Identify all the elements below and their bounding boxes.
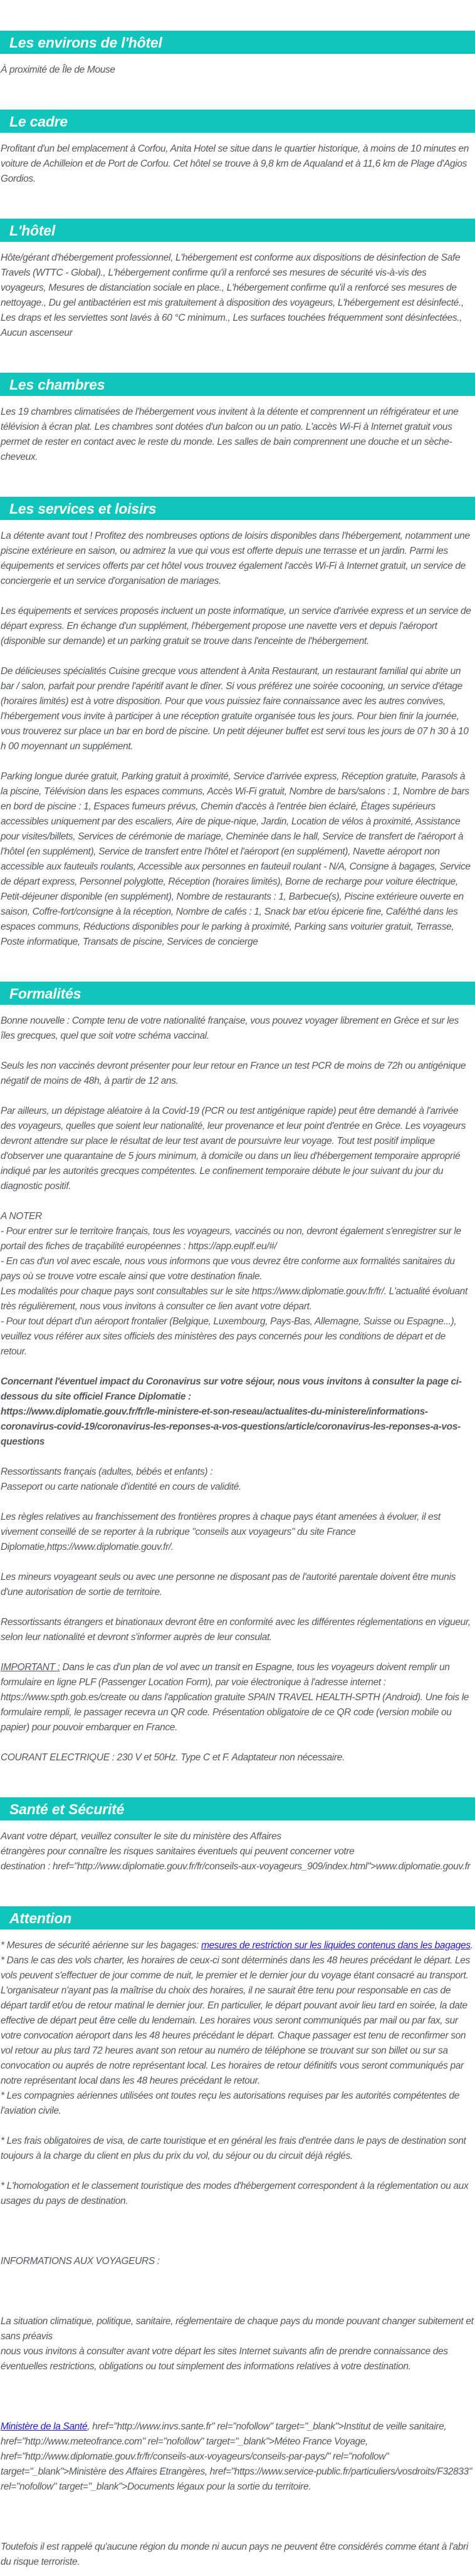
section-title: L'hôtel [9,222,56,239]
informations-voyageurs-titre: INFORMATIONS AUX VOYAGEURS : [1,2256,160,2267]
section-header-services [0,497,475,520]
ressortissants-titre: Ressortissants français (adultes, bébés et enfants) : [1,1467,213,1477]
cadre-text: Profitant d'un bel emplacement à Corfou, Anita Hotel se situe dans le quartier historique, à moins de 10 minutes en voiture de Achilleion et de Port de Corfou. Cet hôtel se trouve à 9,8 km de Aqualand et à 11,6 km de Plage d'Agios Gordios. [1,143,469,184]
attention-bagages-ligne [1,1938,474,1953]
liquides-bagages-link[interactable]: mesures de restriction sur les liquides contenus dans les bagages [201,1940,471,1951]
a-noter-ligne-frontalier: - Pour tout départ d'un aéroport frontalier (Belgique, Luxembourg, Pays-Bas, Allemagne, Suisse ou Espagne...), veuillez vous référer aux sites officiels des ministères des pays concernés pour les conditions de départ et de retour. [1,1316,457,1357]
formalites-mineurs: Les mineurs voyageant seuls ou avec une personne ne disposant pas de l'autorité parentale doivent être munis d'une autorisation de sortie de territoire. [1,1572,456,1597]
sante-texte [1,1829,474,1874]
section-attention [0,1906,475,2570]
section-header-cadre [0,110,475,133]
section-title: Les chambres [9,376,105,393]
section-header-formalites [0,982,475,1005]
section-header-attention [0,1906,475,1929]
a-noter-ligne-modalites: Les modalités pour chaque pays sont consultables sur le site https://www.diplomatie.gouv.fr/fr/. L'actualité évoluant très régulièrement, nous vous invitons à consulter ce lien avant votre départ. [1,1286,467,1312]
attention-homologation: * L'homologation et le classement touristique des modes d'hébergement correspondent à la réglementation ou aux usages du pays de destination. [1,2181,469,2206]
section-services [0,497,475,950]
section-title: Formalités [9,985,81,1002]
covid-intro: Concernant l'éventuel impact du Coronavirus sur votre séjour, nous vous invitons à consulter la page ci-dessous du site officiel France Diplomatie : [1,1376,462,1402]
formalites-test-pcr: Seuls les non vaccinés devront présenter pour leur retour en France un test PCR de moins de 72h ou antigénique négatif de moins de 48h, à partir de 12 ans. [1,1061,466,1086]
attention-liens-utiles [1,2419,474,2495]
section-formalites [0,982,475,1765]
situation-ligne-2: nous vous invitons à consulter avant votre départ les sites Internet suivants afin de prendre connaissance des éventuelles restrictions, obligations ou tout simplement des informations relatives à votre destination. [1,2346,448,2372]
covid-url: https://www.diplomatie.gouv.fr/fr/le-ministere-et-son-reseau/actualites-du-ministere/informations-coronavirus-covid-19/coronavirus-les-reponses-a-vos-questions/article/coronavirus-les-reponses-a-vos-questions [1,1406,461,1447]
section-environs [0,31,475,78]
chambres-text: Les 19 chambres climatisées de l'hébergement vous invitent à la détente et comprennent un réfrigérateur et une télévision à écran plat. Les chambres sont dotées d'un balcon ou un patio. L'accès Wi-Fi à Internet gratuit vous permet de rester en contact avec le reste du monde. Les salles de bain comprennent une douche et un sèche-cheveux. [1,407,459,462]
sante-ligne-destination: destination : href="http://www.diplomatie.gouv.fr/fr/conseils-aux-voyageurs_909/index.html">www.diplomatie.gouv.fr [1,1861,471,1872]
section-title: Attention [9,1909,72,1926]
section-cadre [0,110,475,187]
bagages-prefixe: * Mesures de sécurité aérienne sur les bagages: [1,1940,202,1951]
formalites-regles-frontieres: Les règles relatives au franchissement des frontières propres à chaque pays étant amenées à évoluer, il est vivement conseillé de se reporter à la rubrique "conseils aux voyageurs" du site France Diplomatie,https://www.diplomatie.gouv.fr/. [1,1512,441,1552]
services-paragraph-loisirs: La détente avant tout ! Profitez des nombreuses options de loisirs disponibles dans l'hébergement, notamment une piscine extérieure en saison, ou admirez la vue qui vous est offerte depuis une terrasse et un jardin. Parmi les équipements et services offerts par cet hôtel vous trouvez également l'accès Wi-Fi à Internet gratuit, un service de conciergerie et un service d'organisation de mariages. [1,531,470,586]
services-paragraph-restaurant: De délicieuses spécialités Cuisine grecque vous attendent à Anita Restaurant, un restaurant familial qui abrite un bar / salon, parfait pour prendre l'apéritif avant le dîner. Si vous préférez une soirée cocooning, un service d'étage (horaires limités) est à votre disposition. Pour que vous puissiez faire connaissance avec les autres convives, l'hébergement vous invite à participer à une réception gratuite organisée tous les jours. Pour bien finir la journée, vous trouverez sur place un bar en bord de piscine. Un petit déjeuner buffet est servi tous les jours de 07 h 30 à 10 h 00 moyennant un supplément. [1,666,469,752]
hotel-text: Hôte/gérant d'hébergement professionnel, L'hébergement est conforme aux dispositions de désinfection de Safe Travels (WTTC - Global)., L'hébergement confirme qu'il a renforcé ses mesures de sécurité vis-à-vis des voyageurs, Mesures de distanciation sociale en place., L'hébergement confirme qu'il a renforcé ses mesures de nettoyage., Du gel antibactérien est mis gratuitement à disposition des voyageurs, L'hébergement est désinfecté., Les draps et les serviettes sont lavés à 60 °C minimum., Les surfaces touchées fréquemment sont désinfectées., Aucun ascenseur [1,252,464,338]
formalites-important [1,1660,474,1735]
formalites-ressortissants-fr [1,1465,474,1495]
section-title: Santé et Sécurité [9,1800,125,1817]
section-hotel [0,219,475,341]
important-label: IMPORTANT : [1,1662,60,1673]
liens-reste: , href="http://www.invs.sante.fr" rel="nofollow" target="_blank">Institut de veille sanitaire, href="http://www.meteofrance.com" rel="nofollow" target="_blank">Méteo France Voyage, href="http://www.diplomatie.gouv.fr/fr/conseils-aux-voyageurs/conseils-par-pays/" rel="nofollow" target="_blank">Ministère des Affaires Etrangères, href="https://www.service-public.fr/particuliers/vosdroits/F32833" rel="nofollow" target="_blank">Documents légaux pour la sortie du territoire. [1,2421,472,2492]
formalites-depistage: Par ailleurs, un dépistage aléatoire à la Covid-19 (PCR ou test antigénique rapide) peut être demandé à l'arrivée des voyageurs, quelles que soient leur nationalité, leur provenance et leur point d'entrée en Grèce. Les voyageurs devront attendre sur place le résultat de leur test avant de poursuivre leur voyage. Tout test positif implique d'observer une quarantaine de 5 jours minimum, à domicile ou dans un lieu d'hébergement temporaire approprié indiqué par les autorités grecques compétentes. Le confinement temporaire débute le jour suivant du jour du diagnostic positif. [1,1106,466,1192]
a-noter-ligne-portail: - Pour entrer sur le territoire français, tous les voyageurs, vaccinés ou non, devront également s'enregistrer sur le portail des fiches de traçabilité européennes : https://app.euplf.eu/#/ [1,1226,461,1252]
ressortissants-passeport: Passeport ou carte nationale d'identité en cours de validité. [1,1482,242,1492]
attention-compagnies: * Les compagnies aériennes utilisées ont toutes reçu les autorisations requises par les autorités compétentes de l'aviation civile. [1,2090,459,2116]
section-header-chambres [0,373,475,396]
section-title: Les services et loisirs [9,500,157,517]
attention-bloc-vols [1,1938,474,2119]
section-title: Les environs de l'hôtel [9,34,162,51]
formalites-a-noter [1,1209,474,1359]
section-sante-securite [0,1797,475,1874]
attention-situation [1,2314,474,2374]
attention-risque-terroriste: Toutefois il est rappelé qu'aucune région du monde ni aucun pays ne peuvent être considérés comme étant à l'abri du risque terroriste. [1,2542,468,2567]
sante-ligne-2: étrangères pour connaître les risques sanitaires éventuels qui peuvent concerner votre [1,1846,355,1857]
services-paragraph-liste: Parking longue durée gratuit, Parking gratuit à proximité, Service d'arrivée express, Réception gratuite, Parasols à la piscine, Télévision dans les espaces communs, Accès Wi-Fi gratuit, Nombre de bars/salons : 1, Nombre de bars en bord de piscine : 1, Espaces fumeurs prévus, Chemin d'accès à l'entrée bien éclairé, Étages supérieurs accessibles uniquement par des escaliers, Aire de pique-nique, Jardin, Location de vélos à proximité, Assistance pour visites/billets, Services de cérémonie de mariage, Cheminée dans le hall, Service de transfert de l'aéroport à l'hôtel (en supplément), Service de transfert entre l'hôtel et l'aéroport (en supplément), Navette aéroport non accessible aux fauteuils roulants, Accessible aux personnes en fauteuil roulant - N/A, Consigne à bagages, Service de départ express, Personnel polyglotte, Réception (horaires limités), Borne de recharge pour voiture électrique, Petit-déjeuner disponible (en supplément), Nombre de restaurants : 1, Barbecue(s), Piscine extérieure ouverte en saison, Coffre-fort/consigne à la réception, Nombre de cafés : 1, Snack bar et/ou épicerie fine, Café/thé dans les espaces communs, Réductions disponibles pour le parking à proximité, Parking sans voiturier gratuit, Terrasse, Poste informatique, Transats de piscine, Services de concierge [1,771,471,947]
section-chambres [0,373,475,465]
sante-ligne-1: Avant votre départ, veuillez consulter le site du ministère des Affaires [1,1831,281,1842]
environs-text: À proximité de Île de Mouse [1,65,115,75]
section-title: Le cadre [9,113,68,130]
attention-vols-charter: * Dans le cas des vols charter, les horaires de ceux-ci sont déterminés dans les 48 heures précédant le départ. Les vols peuvent s'effectuer de jour comme de nuit, le premier et le dernier jour du voyage étant consacré au transport. L'organisateur n'ayant pas la maîtrise du choix des horaires, il ne saurait être tenu pour responsable en cas de départ tardif et/ou de retour matinal le dernier jour. En particulier, le départ pouvant avoir lieu tard en soirée, la date effective de départ peut être celle du lendemain. Les horaires vous seront communiqués par mail ou par fax, sur votre convocation aéroport dans les 48 heures précédant le départ. Chaque passager est tenu de reconfirmer son vol retour au plus tard 72 heures avant son retour au numéro de téléphone se trouvant sur son billet ou sur sa convocation ou auprés de notre représentant local. Les horaires de retour définitifs vous seront communiqués par notre représentant local dans les 48 heures précédant le retour. [1,1955,470,2086]
ministere-sante-link[interactable]: Ministère de la Santé [1,2421,88,2432]
situation-ligne-1: La situation climatique, politique, sanitaire, réglementaire de chaque pays du monde pouvant changer subitement et sans préavis [1,2316,474,2342]
formalites-etrangers: Ressortissants étrangers et binationaux devront être en conformité avec les différentes réglementations en vigueur, selon leur nationalité et devront s'informer auprès de leur consulat. [1,1617,471,1643]
a-noter-ligne-escale: - En cas d'un vol avec escale, nous vous informons que vous devrez être conforme aux formalités sanitaires du pays où se trouve votre escale ainsi que votre destination finale. [1,1256,455,1282]
formalites-covid-bloc [1,1374,474,1450]
section-header-hotel [0,219,475,242]
a-noter-titre: A NOTER [1,1211,42,1222]
important-texte: Dans le cas d'un plan de vol avec un transit en Espagne, tous les voyageurs doivent remplir un formulaire en ligne PLF (Passenger Location Form), par voie électronique à l'adresse internet : https://www.spth.gob.es/create ou dans l'application gratuite SPAIN TRAVEL HEALTH-SPTH (Android). Une fois le formulaire rempli, le passager recevra un QR code. Présentation obligatoire de ce QR code (version mobile ou papier) pour pouvoir embarquer en France. [1,1662,469,1733]
section-header-sante-securite [0,1797,475,1820]
formalites-bonne-nouvelle: Bonne nouvelle : Compte tenu de votre nationalité française, vous pouvez voyager librement en Grèce et sur les îles grecques, quel que soit votre schéma vaccinal. [1,1015,459,1041]
bagages-suffixe: . [470,1940,473,1951]
services-paragraph-equipements: Les équipements et services proposés incluent un poste informatique, un service d'arrivée express et un service de départ express. En échange d'un supplément, l'hébergement propose une navette vers et depuis l'aéroport (disponible sur demande) et un parking gratuit se trouve dans l'enceinte de l'hébergement. [1,606,471,647]
section-header-environs [0,31,475,54]
formalites-courant-electrique: COURANT ELECTRIQUE : 230 V et 50Hz. Type C et F. Adaptateur non nécessaire. [1,1752,345,1763]
attention-frais-visa: * Les frais obligatoires de visa, de carte touristique et en général les frais d'entrée dans le pays de destination sont toujours à la charge du client en plus du prix du vol, du séjour ou du circuit déjà réglés. [1,2136,466,2161]
